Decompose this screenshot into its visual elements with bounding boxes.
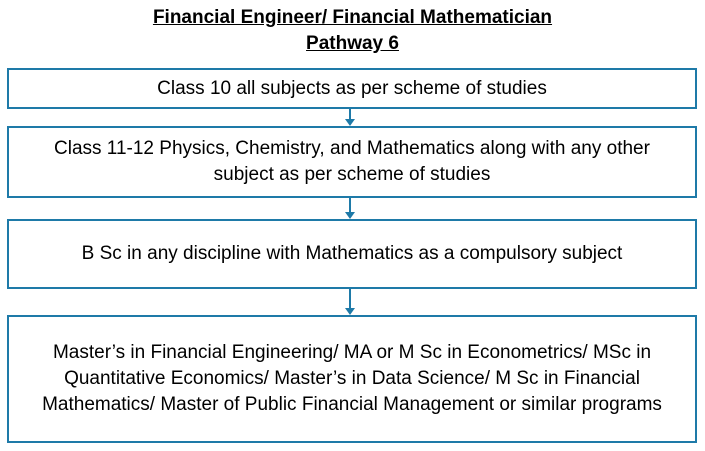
step-bsc-text: B Sc in any discipline with Mathematics as a compulsory subject [81,243,623,264]
step-masters [7,315,697,443]
arrow-head-1 [345,119,355,126]
step-class-10-text: Class 10 all subjects as per scheme of studies [157,77,547,99]
step-class-11-12-text: Class 11-12 Physics, Chemistry, and Mathematics along with any other subject as per scheme of studies [54,138,650,185]
step-class-11-12 [7,126,697,198]
arrow-head-3 [345,308,355,315]
pathway-subtitle: Pathway 6 [306,33,399,54]
arrow-connector-1 [349,109,351,119]
step-bsc [7,219,697,289]
step-class-10 [7,68,697,109]
arrow-connector-3 [349,289,351,308]
arrow-head-2 [345,212,355,219]
step-masters-text: Master’s in Financial Engineering/ MA or M Sc in Econometrics/ MSc in Quantitative Economics/ Master’s in Data Science/ M Sc in Financial Mathematics/ Master of Public Financial Management or similar programs [42,342,662,415]
arrow-connector-2 [349,198,351,212]
pathway-title: Financial Engineer/ Financial Mathematician [152,7,553,28]
